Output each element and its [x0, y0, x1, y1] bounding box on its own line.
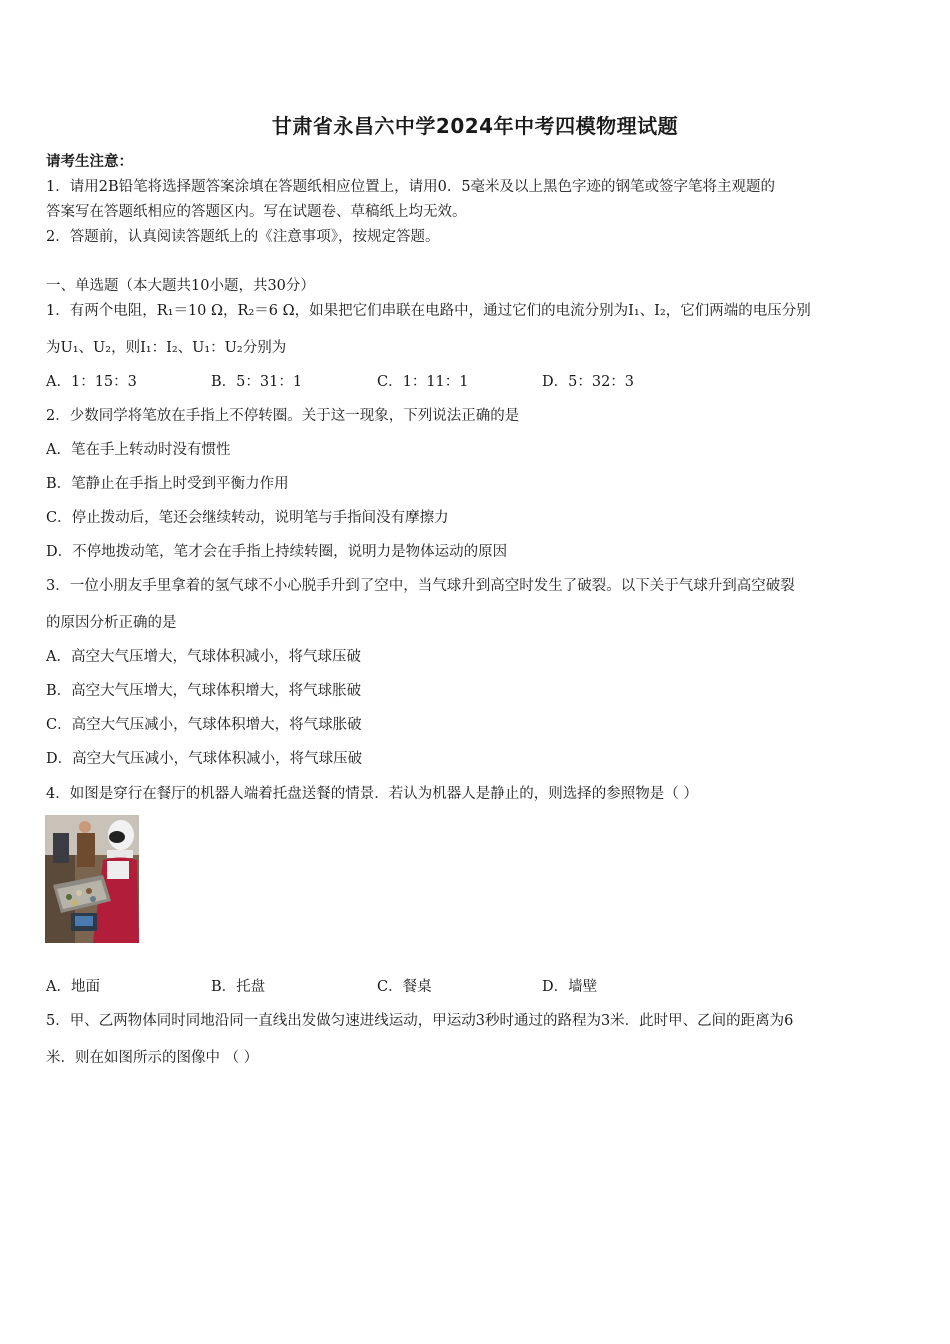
question-1-line-1: 1．有两个电阻，R₁＝10 Ω，R₂＝6 Ω，如果把它们串联在电路中，通过它们的电流分别为I₁、I₂，它们两端的电压分别 — [46, 303, 811, 319]
question-3-option-d: D．高空大气压减小，气球体积减小，将气球压破 — [46, 751, 363, 767]
question-3-line-1: 3．一位小朋友手里拿着的氢气球不小心脱手升到了空中，当气球升到高空时发生了破裂。以下关于气球升到高空破裂 — [46, 578, 795, 594]
question-2-stem: 2．少数同学将笔放在手指上不停转圈。关于这一现象，下列说法正确的是 — [46, 408, 520, 424]
question-5-line-2: 米．则在如图所示的图像中 （ ） — [46, 1050, 259, 1066]
question-3-line-2: 的原因分析正确的是 — [46, 615, 177, 631]
page-title: 甘肃省永昌六中学2024年中考四模物理试题 — [271, 114, 679, 138]
notice-item-1-line-2: 答案写在答题纸相应的答题区内。写在试题卷、草稿纸上均无效。 — [46, 204, 467, 220]
question-2-option-c: C．停止拨动后，笔还会继续转动，说明笔与手指间没有摩擦力 — [46, 510, 449, 526]
question-2-option-b: B．笔静止在手指上时受到平衡力作用 — [46, 476, 289, 492]
robot-waiter-illustration — [45, 815, 139, 943]
question-4-option-c: C．餐桌 — [377, 979, 432, 995]
question-3-option-c: C．高空大气压减小，气球体积增大，将气球胀破 — [46, 717, 362, 733]
question-1-option-d: D．5：32：3 — [542, 374, 635, 390]
notice-item-1-line-1: 1．请用2B铅笔将选择题答案涂填在答题纸相应位置上，请用0．5毫米及以上黑色字迹的钢笔或签字笔将主观题的 — [46, 179, 776, 195]
question-3-option-b: B．高空大气压增大，气球体积增大，将气球胀破 — [46, 683, 362, 699]
question-1-line-2: 为U₁、U₂，则I₁：I₂、U₁：U₂分别为 — [46, 340, 287, 356]
question-3-option-a: A．高空大气压增大，气球体积减小，将气球压破 — [46, 649, 361, 665]
question-1-option-a: A．1：15：3 — [46, 374, 137, 390]
question-4-option-d: D．墙壁 — [542, 979, 598, 995]
question-1-option-b: B．5：31：1 — [211, 374, 303, 390]
question-4-stem: 4．如图是穿行在餐厅的机器人端着托盘送餐的情景．若认为机器人是静止的，则选择的参照物是（ ） — [46, 786, 698, 802]
section-heading: 一、单选题（本大题共10小题，共30分） — [46, 278, 315, 294]
question-4-option-a: A．地面 — [46, 979, 100, 995]
notice-heading: 请考生注意： — [46, 153, 133, 170]
robot-waiter-photo — [45, 815, 139, 943]
question-2-option-a: A．笔在手上转动时没有惯性 — [46, 442, 231, 458]
notice-item-2: 2．答题前，认真阅读答题纸上的《注意事项》，按规定答题。 — [46, 229, 440, 245]
question-1-option-c: C．1：11：1 — [377, 374, 469, 390]
question-4-option-b: B．托盘 — [211, 979, 266, 995]
question-2-option-d: D．不停地拨动笔，笔才会在手指上持续转圈，说明力是物体运动的原因 — [46, 544, 508, 560]
question-5-line-1: 5．甲、乙两物体同时同地沿同一直线出发做匀速进线运动，甲运动3秒时通过的路程为3米．此时甲、乙间的距离为6 — [46, 1013, 794, 1029]
